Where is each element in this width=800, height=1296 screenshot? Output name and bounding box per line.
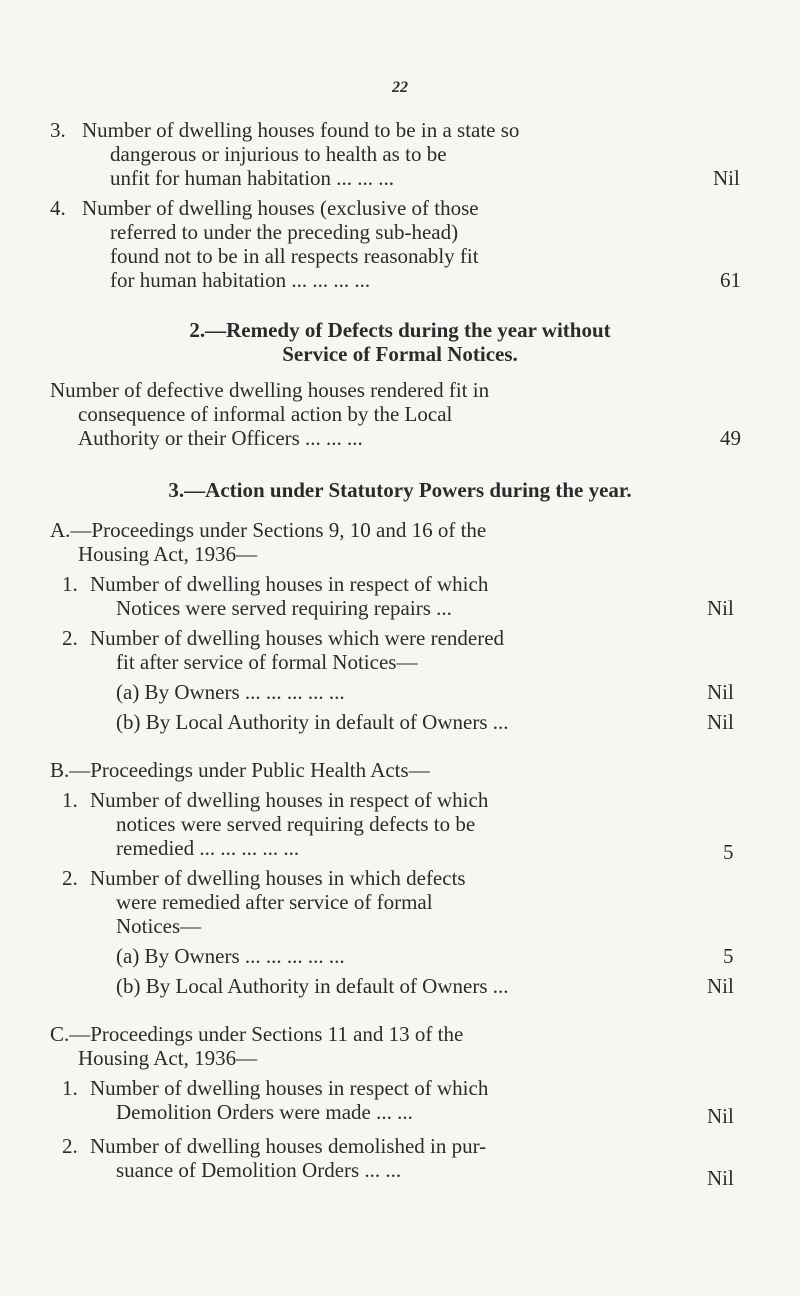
- c-item-1-line: Number of dwelling houses in respect of which: [90, 1076, 489, 1100]
- c-item-1-value: Nil: [707, 1104, 734, 1128]
- item-3-line: dangerous or injurious to health as to be: [110, 142, 447, 166]
- b-item-1-number: 1.: [62, 788, 78, 812]
- subsection-a-heading-line2: Housing Act, 1936—: [78, 542, 258, 566]
- c-item-2-line: Number of dwelling houses demolished in pur-: [90, 1134, 487, 1158]
- c-item-2-value: Nil: [707, 1166, 734, 1190]
- a-item-2-line: Number of dwelling houses which were rendered: [90, 626, 505, 650]
- subsection-a-heading: A.—Proceedings under Sections 9, 10 and 16 of the: [50, 518, 487, 542]
- a-item-2-line: fit after service of formal Notices—: [116, 650, 418, 674]
- item-3-line: unfit for human habitation ... ... ...: [110, 166, 395, 190]
- a-item-2a-value: Nil: [707, 680, 734, 704]
- b-item-2-line: were remedied after service of formal: [116, 890, 433, 914]
- subsection-b-heading: B.—Proceedings under Public Health Acts—: [50, 758, 430, 782]
- a-item-2-number: 2.: [62, 626, 78, 650]
- section-3-heading: 3.—Action under Statutory Powers during the year.: [168, 478, 632, 502]
- item-3-number: 3.: [50, 118, 66, 142]
- item-4-value: 61: [720, 268, 741, 292]
- a-item-2b: (b) By Local Authority in default of Owners ...: [116, 710, 509, 734]
- c-item-1-line: Demolition Orders were made ... ...: [116, 1100, 413, 1124]
- section-2-heading-line2: Service of Formal Notices.: [282, 342, 518, 366]
- c-item-1-number: 1.: [62, 1076, 78, 1100]
- subsection-c-heading: C.—Proceedings under Sections 11 and 13 of the: [50, 1022, 464, 1046]
- section-2-line: consequence of informal action by the Local: [78, 402, 453, 426]
- a-item-2a: (a) By Owners ... ... ... ... ...: [116, 680, 345, 704]
- section-2-heading: 2.—Remedy of Defects during the year without: [189, 318, 611, 342]
- b-item-2-line: Number of dwelling houses in which defects: [90, 866, 466, 890]
- item-4-line: referred to under the preceding sub-head): [110, 220, 459, 244]
- a-item-1-line: Number of dwelling houses in respect of which: [90, 572, 489, 596]
- item-4-line: for human habitation ... ... ... ...: [110, 268, 371, 292]
- a-item-2b-value: Nil: [707, 710, 734, 734]
- section-2-line: Number of defective dwelling houses rendered fit in: [50, 378, 490, 402]
- b-item-2-line: Notices—: [116, 914, 202, 938]
- b-item-1-line: remedied ... ... ... ... ...: [116, 836, 300, 860]
- item-3-value: Nil: [713, 166, 740, 190]
- item-3-line: Number of dwelling houses found to be in a state so: [82, 118, 520, 142]
- item-4-number: 4.: [50, 196, 66, 220]
- subsection-c-heading-line2: Housing Act, 1936—: [78, 1046, 258, 1070]
- b-item-2b: (b) By Local Authority in default of Owners ...: [116, 974, 509, 998]
- b-item-2a-value: 5: [723, 944, 734, 968]
- item-4-line: Number of dwelling houses (exclusive of those: [82, 196, 479, 220]
- page-number: 22: [392, 79, 408, 96]
- c-item-2-number: 2.: [62, 1134, 78, 1158]
- b-item-2b-value: Nil: [707, 974, 734, 998]
- b-item-1-line: Number of dwelling houses in respect of which: [90, 788, 489, 812]
- section-2-value: 49: [720, 426, 741, 450]
- b-item-2a: (a) By Owners ... ... ... ... ...: [116, 944, 345, 968]
- a-item-1-value: Nil: [707, 596, 734, 620]
- b-item-2-number: 2.: [62, 866, 78, 890]
- b-item-1-line: notices were served requiring defects to be: [116, 812, 476, 836]
- section-2-line: Authority or their Officers ... ... ...: [78, 426, 363, 450]
- item-4-line: found not to be in all respects reasonably fit: [110, 244, 479, 268]
- a-item-1-line: Notices were served requiring repairs ...: [116, 596, 452, 620]
- b-item-1-value: 5: [723, 840, 734, 864]
- a-item-1-number: 1.: [62, 572, 78, 596]
- c-item-2-line: suance of Demolition Orders ... ...: [116, 1158, 402, 1182]
